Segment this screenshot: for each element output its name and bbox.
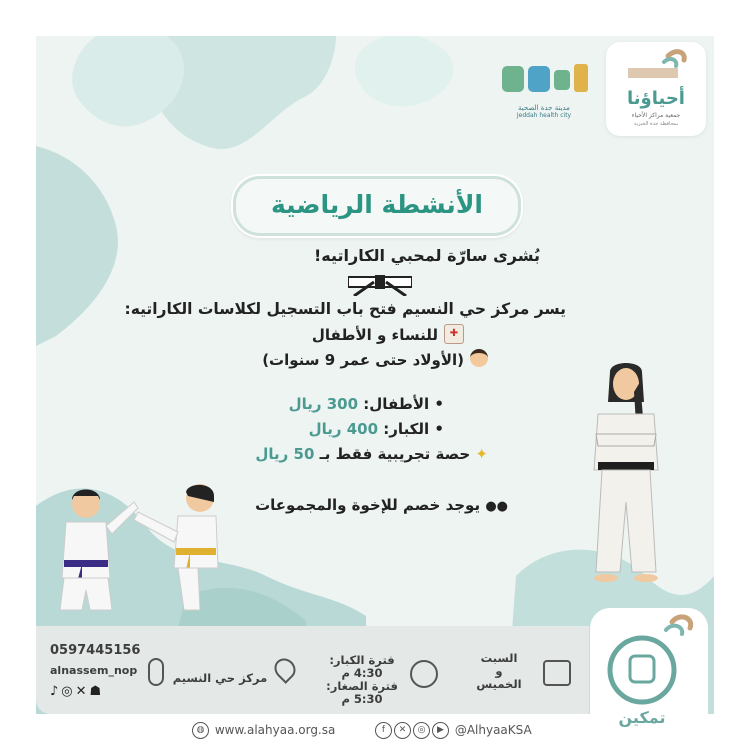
- trial-row: [255, 445, 488, 463]
- globe-icon: ◍: [192, 722, 209, 739]
- adults-price-value: 400 ريال: [308, 420, 379, 438]
- discount-text: يوجد خصم للإخوة والمجموعات: [255, 496, 481, 514]
- instagram-social-icon[interactable]: ◎: [413, 722, 430, 739]
- tamkeen-logo-mark: [590, 608, 708, 708]
- kids-period: فترة الصغار:: [326, 679, 398, 693]
- footer-social-icons: [50, 684, 104, 699]
- jeddah-logo: [494, 60, 594, 120]
- phone-number[interactable]: 0597445156: [50, 643, 141, 658]
- ahyaona-logo-subtitle: جمعية مراكز الأحياء: [631, 112, 681, 119]
- kids-price-value: 300 ريال: [288, 395, 359, 413]
- social-handle[interactable]: @AlhyaaKSA: [454, 723, 532, 737]
- days-text: [464, 652, 534, 691]
- jeddah-logo-en: Jeddah health city: [516, 112, 572, 119]
- day-and: و: [495, 664, 503, 678]
- black-belt-icon: [348, 270, 412, 296]
- calendar-icon: [543, 660, 571, 686]
- clock-icon: [410, 660, 438, 688]
- social-row: [375, 722, 532, 739]
- x-social-icon[interactable]: ✕: [394, 722, 411, 739]
- discount-row: [255, 496, 508, 514]
- day-saturday: السبت: [480, 651, 518, 665]
- tiktok-icon[interactable]: ♪: [50, 684, 62, 699]
- instagram-icon[interactable]: ◎: [61, 684, 76, 699]
- kids-time: 5:30 م: [341, 692, 383, 706]
- registration-text: يسر مركز حي النسيم فتح باب التسجيل لكلاسات الكاراتيه:: [124, 300, 566, 318]
- page-title: الأنشطة الرياضية: [233, 176, 521, 236]
- snapchat-icon[interactable]: ☗: [89, 684, 105, 699]
- x-icon[interactable]: ✕: [75, 684, 90, 699]
- boy-face-icon: [470, 349, 488, 367]
- jeddah-logo-ar: مدينة جدة الصحية: [518, 104, 570, 112]
- phone-icon: [148, 658, 164, 686]
- karate-kids-illustration: [38, 482, 228, 622]
- times-text: [322, 654, 402, 706]
- day-thursday: الخميس: [476, 677, 522, 691]
- website-row: [192, 722, 335, 739]
- kids-price-row: [289, 395, 444, 413]
- ahyaona-logo-card: [606, 42, 706, 136]
- trial-price: 50 ريال: [255, 445, 315, 463]
- ahyaona-logo-text: أحياؤنا: [627, 88, 685, 109]
- jeddah-logo-mark: [494, 60, 594, 100]
- location-text: مركز حي النسيم: [172, 671, 268, 685]
- karate-uniform-icon: ✚: [444, 324, 464, 344]
- adults-period: فترة الكبار:: [329, 653, 395, 667]
- adults-time: 4:30 م: [341, 666, 383, 680]
- sparkles-icon: ✦: [475, 445, 488, 463]
- facebook-icon[interactable]: f: [375, 722, 392, 739]
- adults-price-row: [309, 420, 444, 438]
- tamkeen-logo-card: [590, 608, 708, 740]
- handle-text[interactable]: alnassem_nop: [50, 664, 138, 677]
- trial-label: حصة تجريبية فقط بـ: [319, 445, 471, 463]
- tamkeen-logo-text: تمكين: [618, 708, 666, 727]
- karate-woman-illustration: [576, 362, 676, 592]
- adults-price-label: • الكبار:: [383, 420, 444, 438]
- boys-age-text: (الأولاد حتى عمر 9 سنوات): [262, 351, 464, 369]
- women-children-text: للنساء و الأطفال: [311, 326, 438, 344]
- youtube-icon[interactable]: ▶: [432, 722, 449, 739]
- ahyaona-logo-subtitle-2: بمحافظة جدة الخيرية: [633, 121, 679, 127]
- kids-price-label: • الأطفال:: [363, 395, 444, 413]
- people-icon: ●●: [485, 499, 508, 514]
- website-text[interactable]: www.alahyaa.org.sa: [214, 723, 336, 737]
- good-news-text: بُشرى سارّة لمحبي الكاراتيه!: [313, 246, 540, 265]
